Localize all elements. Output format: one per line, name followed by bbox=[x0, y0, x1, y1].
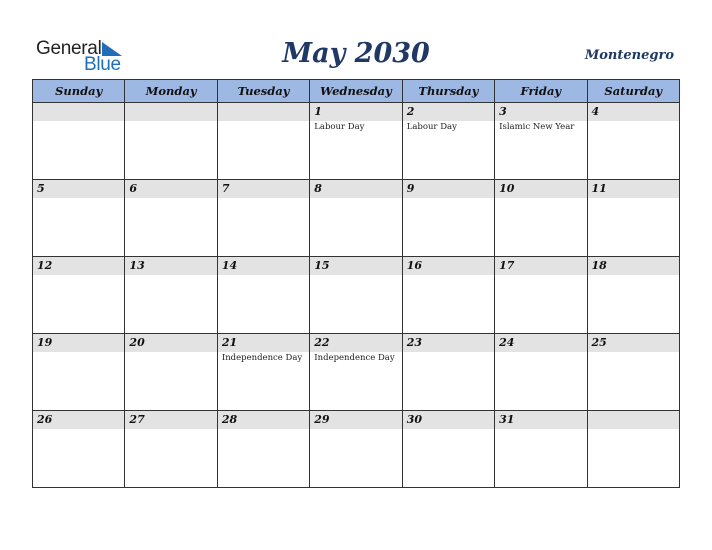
day-cell bbox=[495, 411, 587, 488]
day-cell bbox=[587, 334, 679, 411]
day-cell bbox=[125, 257, 217, 334]
day-number: 8 bbox=[314, 182, 322, 195]
day-number: 7 bbox=[221, 182, 230, 195]
day-number-bar bbox=[403, 257, 494, 275]
day-number-bar bbox=[495, 103, 586, 121]
day-cell bbox=[402, 334, 494, 411]
day-number-bar bbox=[588, 103, 679, 121]
day-cell bbox=[587, 180, 679, 257]
day-cell bbox=[33, 334, 125, 411]
day-number-bar bbox=[403, 411, 494, 429]
calendar-grid bbox=[32, 79, 680, 488]
day-number-bar bbox=[588, 180, 679, 198]
day-number: 27 bbox=[129, 413, 145, 426]
day-cell bbox=[217, 103, 309, 180]
day-number-bar bbox=[125, 411, 216, 429]
day-number: 9 bbox=[406, 182, 415, 195]
day-number: 6 bbox=[129, 182, 138, 195]
day-cell bbox=[402, 103, 494, 180]
day-cell bbox=[217, 334, 309, 411]
day-number: 18 bbox=[591, 259, 607, 272]
logo-text-blue: Blue bbox=[84, 54, 121, 75]
holiday-label: Independence Day bbox=[221, 353, 303, 363]
day-number: 14 bbox=[221, 259, 238, 272]
day-number-bar bbox=[125, 180, 216, 198]
day-number-bar bbox=[33, 180, 124, 198]
week-row bbox=[33, 103, 680, 180]
day-cell bbox=[125, 103, 217, 180]
day-cell bbox=[587, 411, 679, 488]
day-number: 21 bbox=[221, 336, 238, 349]
day-number-bar bbox=[403, 334, 494, 352]
weekday-saturday: Saturday bbox=[587, 80, 679, 103]
weekday-monday: Monday bbox=[125, 80, 217, 103]
weekday-tuesday: Tuesday bbox=[217, 80, 309, 103]
weekday-friday: Friday bbox=[495, 80, 587, 103]
week-row bbox=[33, 180, 680, 257]
day-cell bbox=[310, 257, 402, 334]
day-number-bar bbox=[33, 411, 124, 429]
day-cell bbox=[495, 103, 587, 180]
day-cell bbox=[33, 103, 125, 180]
day-cell bbox=[402, 180, 494, 257]
day-cell bbox=[402, 257, 494, 334]
day-number-bar bbox=[125, 257, 216, 275]
day-cell bbox=[33, 411, 125, 488]
day-number: 12 bbox=[37, 259, 53, 272]
day-number-bar bbox=[495, 180, 586, 198]
day-number-bar bbox=[218, 180, 309, 198]
day-number: 23 bbox=[406, 336, 422, 349]
weekday-sunday: Sunday bbox=[33, 80, 125, 103]
day-number-bar bbox=[310, 411, 401, 429]
day-cell bbox=[217, 411, 309, 488]
day-number-bar bbox=[310, 180, 401, 198]
day-cell bbox=[125, 411, 217, 488]
day-number-bar bbox=[125, 103, 216, 121]
day-number: 11 bbox=[591, 182, 607, 195]
day-number-bar bbox=[218, 103, 309, 121]
day-number: 15 bbox=[314, 259, 330, 272]
day-number: 20 bbox=[129, 336, 145, 349]
day-number: 31 bbox=[499, 413, 515, 426]
day-cell bbox=[125, 334, 217, 411]
day-number: 4 bbox=[591, 105, 600, 118]
day-number-bar bbox=[403, 103, 494, 121]
day-number: 24 bbox=[499, 336, 515, 349]
day-number: 3 bbox=[499, 105, 507, 118]
day-number: 13 bbox=[129, 259, 145, 272]
day-cell bbox=[217, 180, 309, 257]
day-cell bbox=[587, 257, 679, 334]
day-number-bar bbox=[495, 411, 586, 429]
weekday-header-row bbox=[33, 80, 680, 103]
weekday-thursday: Thursday bbox=[402, 80, 494, 103]
day-number: 1 bbox=[314, 105, 322, 118]
weekday-wednesday: Wednesday bbox=[310, 80, 402, 103]
day-number-bar bbox=[33, 334, 124, 352]
day-number-bar bbox=[218, 334, 309, 352]
day-number-bar bbox=[495, 334, 586, 352]
day-number: 30 bbox=[406, 413, 422, 426]
day-number: 19 bbox=[37, 336, 53, 349]
day-number-bar bbox=[33, 257, 124, 275]
day-number: 10 bbox=[499, 182, 515, 195]
day-number: 22 bbox=[314, 336, 330, 349]
day-number: 2 bbox=[406, 105, 415, 118]
day-cell bbox=[217, 257, 309, 334]
day-cell bbox=[495, 180, 587, 257]
day-number-bar bbox=[33, 103, 124, 121]
day-cell bbox=[495, 257, 587, 334]
holiday-label: Labour Day bbox=[314, 122, 365, 132]
day-number-bar bbox=[495, 257, 586, 275]
day-number: 17 bbox=[499, 259, 515, 272]
day-number-bar bbox=[403, 180, 494, 198]
day-number-bar bbox=[588, 257, 679, 275]
day-cell bbox=[33, 180, 125, 257]
day-number-bar bbox=[310, 103, 401, 121]
day-cell bbox=[310, 180, 402, 257]
day-number: 5 bbox=[37, 182, 45, 195]
day-cell bbox=[495, 334, 587, 411]
holiday-label: Independence Day bbox=[314, 353, 395, 363]
day-cell bbox=[310, 103, 402, 180]
logo-text-general: General bbox=[36, 38, 102, 59]
holiday-label: Islamic New Year bbox=[499, 122, 575, 132]
day-number-bar bbox=[310, 257, 401, 275]
week-row bbox=[33, 257, 680, 334]
day-cell bbox=[587, 103, 679, 180]
day-number: 25 bbox=[591, 336, 607, 349]
day-number-bar bbox=[310, 334, 401, 352]
holiday-label: Labour Day bbox=[406, 122, 457, 132]
day-number-bar bbox=[125, 334, 216, 352]
day-number: 26 bbox=[37, 413, 53, 426]
day-cell bbox=[310, 334, 402, 411]
day-number-bar bbox=[218, 257, 309, 275]
day-number: 29 bbox=[314, 413, 330, 426]
day-number-bar bbox=[588, 411, 679, 429]
week-row bbox=[33, 411, 680, 488]
day-number: 16 bbox=[406, 259, 422, 272]
week-row bbox=[33, 334, 680, 411]
day-number-bar bbox=[588, 334, 679, 352]
day-cell bbox=[33, 257, 125, 334]
day-number-bar bbox=[218, 411, 309, 429]
day-cell bbox=[402, 411, 494, 488]
country-label: Montenegro bbox=[584, 48, 674, 63]
calendar-title: May 2030 bbox=[282, 38, 430, 69]
day-cell bbox=[310, 411, 402, 488]
day-number: 28 bbox=[221, 413, 238, 426]
day-cell bbox=[125, 180, 217, 257]
